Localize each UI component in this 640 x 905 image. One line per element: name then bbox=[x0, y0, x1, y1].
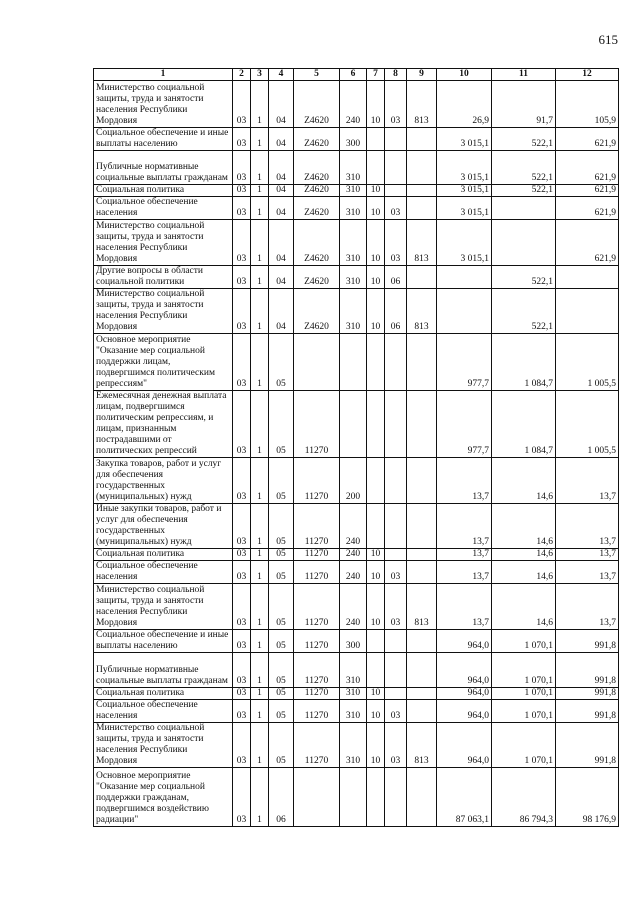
cell-code: 03 bbox=[233, 185, 251, 197]
cell-code bbox=[407, 700, 437, 723]
cell-amount: 522,1 bbox=[492, 266, 556, 289]
cell-code: 1 bbox=[251, 688, 269, 700]
cell-code: 10 bbox=[367, 688, 385, 700]
table-header-cell: 12 bbox=[556, 69, 619, 81]
cell-amount: 14,6 bbox=[492, 458, 556, 504]
cell-amount: 13,7 bbox=[437, 584, 492, 630]
cell-code: 1 bbox=[251, 561, 269, 584]
cell-code: 1 bbox=[251, 630, 269, 653]
cell-name: Министерство социальной защиты, труда и занятости населения Республики Мордовия bbox=[94, 220, 233, 266]
table-header-cell: 4 bbox=[269, 69, 294, 81]
cell-code bbox=[407, 391, 437, 458]
table-row bbox=[94, 688, 619, 700]
cell-amount: 991,8 bbox=[556, 723, 619, 768]
cell-code: 03 bbox=[233, 151, 251, 185]
cell-code bbox=[367, 334, 385, 391]
table-row bbox=[94, 549, 619, 561]
cell-amount: 964,0 bbox=[437, 653, 492, 688]
cell-code: 04 bbox=[269, 151, 294, 185]
budget-table bbox=[93, 68, 619, 827]
cell-code: 03 bbox=[233, 653, 251, 688]
table-header-cell: 3 bbox=[251, 69, 269, 81]
cell-code: 310 bbox=[340, 289, 367, 334]
cell-code: 1 bbox=[251, 220, 269, 266]
cell-code: 03 bbox=[233, 549, 251, 561]
cell-code bbox=[407, 185, 437, 197]
cell-code bbox=[407, 151, 437, 185]
cell-amount: 1 070,1 bbox=[492, 723, 556, 768]
cell-amount: 98 176,9 bbox=[556, 768, 619, 827]
cell-code bbox=[385, 151, 407, 185]
cell-name: Министерство социальной защиты, труда и занятости населения Республики Мордовия bbox=[94, 584, 233, 630]
cell-amount: 522,1 bbox=[492, 128, 556, 151]
cell-amount: 522,1 bbox=[492, 289, 556, 334]
cell-code: 10 bbox=[367, 185, 385, 197]
cell-code: 1 bbox=[251, 653, 269, 688]
cell-code: 813 bbox=[407, 81, 437, 128]
cell-name: Министерство социальной защиты, труда и занятости населения Республики Мордовия bbox=[94, 81, 233, 128]
table-row bbox=[94, 561, 619, 584]
cell-code: 06 bbox=[385, 289, 407, 334]
cell-amount: 13,7 bbox=[437, 504, 492, 549]
cell-name: Социальное обеспечение и иные выплаты населению bbox=[94, 630, 233, 653]
table-row bbox=[94, 391, 619, 458]
cell-amount bbox=[492, 220, 556, 266]
cell-code bbox=[407, 561, 437, 584]
table-row bbox=[94, 266, 619, 289]
cell-code bbox=[294, 334, 340, 391]
cell-amount: 13,7 bbox=[437, 549, 492, 561]
cell-code: 05 bbox=[269, 334, 294, 391]
table-header-cell: 2 bbox=[233, 69, 251, 81]
cell-code bbox=[385, 128, 407, 151]
cell-name: Иные закупки товаров, работ и услуг для обеспечения государственных (муниципальных) нужд bbox=[94, 504, 233, 549]
cell-code bbox=[385, 458, 407, 504]
cell-amount: 1 070,1 bbox=[492, 688, 556, 700]
cell-amount: 621,9 bbox=[556, 151, 619, 185]
cell-code: 1 bbox=[251, 584, 269, 630]
cell-code: 05 bbox=[269, 391, 294, 458]
cell-amount: 991,8 bbox=[556, 688, 619, 700]
cell-name: Социальное обеспечение населения bbox=[94, 197, 233, 220]
cell-code: 240 bbox=[340, 81, 367, 128]
cell-amount: 3 015,1 bbox=[437, 185, 492, 197]
cell-amount: 13,7 bbox=[556, 458, 619, 504]
cell-code: 03 bbox=[233, 688, 251, 700]
cell-code: 10 bbox=[367, 700, 385, 723]
cell-amount: 977,7 bbox=[437, 334, 492, 391]
cell-code: Z4620 bbox=[294, 81, 340, 128]
cell-code: 300 bbox=[340, 630, 367, 653]
cell-code: 813 bbox=[407, 723, 437, 768]
cell-code bbox=[407, 549, 437, 561]
cell-code: 1 bbox=[251, 197, 269, 220]
cell-code: 10 bbox=[367, 723, 385, 768]
table-row bbox=[94, 458, 619, 504]
table-row bbox=[94, 723, 619, 768]
cell-code bbox=[407, 653, 437, 688]
cell-amount: 621,9 bbox=[556, 185, 619, 197]
cell-amount: 13,7 bbox=[556, 561, 619, 584]
cell-code bbox=[407, 458, 437, 504]
cell-code: 03 bbox=[233, 128, 251, 151]
cell-code bbox=[367, 458, 385, 504]
cell-code: 10 bbox=[367, 289, 385, 334]
table-row bbox=[94, 289, 619, 334]
cell-amount: 964,0 bbox=[437, 630, 492, 653]
cell-code: 03 bbox=[385, 561, 407, 584]
cell-amount: 964,0 bbox=[437, 688, 492, 700]
cell-amount: 964,0 bbox=[437, 700, 492, 723]
cell-amount: 621,9 bbox=[556, 220, 619, 266]
table-row bbox=[94, 128, 619, 151]
cell-code bbox=[385, 549, 407, 561]
cell-amount bbox=[437, 266, 492, 289]
table-header-cell: 10 bbox=[437, 69, 492, 81]
cell-code bbox=[407, 197, 437, 220]
cell-code: 1 bbox=[251, 549, 269, 561]
cell-name: Социальное обеспечение населения bbox=[94, 561, 233, 584]
cell-amount: 522,1 bbox=[492, 151, 556, 185]
cell-code: 1 bbox=[251, 391, 269, 458]
cell-code: 03 bbox=[385, 700, 407, 723]
cell-code bbox=[385, 688, 407, 700]
cell-code: 300 bbox=[340, 128, 367, 151]
cell-code bbox=[407, 334, 437, 391]
cell-code: 10 bbox=[367, 549, 385, 561]
cell-code: 310 bbox=[340, 220, 367, 266]
cell-code: 03 bbox=[233, 458, 251, 504]
cell-code: 06 bbox=[385, 266, 407, 289]
cell-amount: 1 084,7 bbox=[492, 334, 556, 391]
cell-code: 04 bbox=[269, 81, 294, 128]
cell-code bbox=[407, 688, 437, 700]
cell-code: 05 bbox=[269, 549, 294, 561]
cell-code: 10 bbox=[367, 561, 385, 584]
cell-code: 03 bbox=[233, 723, 251, 768]
cell-code: 310 bbox=[340, 700, 367, 723]
cell-amount: 13,7 bbox=[556, 549, 619, 561]
cell-amount: 3 015,1 bbox=[437, 151, 492, 185]
cell-code: 11270 bbox=[294, 688, 340, 700]
cell-code: 05 bbox=[269, 630, 294, 653]
cell-code: 11270 bbox=[294, 504, 340, 549]
cell-code: 813 bbox=[407, 220, 437, 266]
cell-code: 1 bbox=[251, 128, 269, 151]
cell-code bbox=[340, 391, 367, 458]
cell-name: Социальное обеспечение населения bbox=[94, 700, 233, 723]
cell-code: 813 bbox=[407, 289, 437, 334]
cell-code: 1 bbox=[251, 700, 269, 723]
cell-amount: 621,9 bbox=[556, 128, 619, 151]
cell-code: 1 bbox=[251, 723, 269, 768]
cell-code: 06 bbox=[269, 768, 294, 827]
cell-code bbox=[367, 151, 385, 185]
cell-amount: 1 070,1 bbox=[492, 653, 556, 688]
page-number: 615 bbox=[598, 32, 618, 47]
table-row bbox=[94, 768, 619, 827]
cell-code: 03 bbox=[233, 561, 251, 584]
cell-code: 03 bbox=[233, 768, 251, 827]
cell-code bbox=[367, 504, 385, 549]
table-header-cell: 7 bbox=[367, 69, 385, 81]
cell-amount: 621,9 bbox=[556, 197, 619, 220]
cell-amount: 13,7 bbox=[437, 458, 492, 504]
cell-amount: 14,6 bbox=[492, 584, 556, 630]
table-row bbox=[94, 81, 619, 128]
cell-code: 813 bbox=[407, 584, 437, 630]
cell-code: 03 bbox=[385, 723, 407, 768]
cell-amount: 1 005,5 bbox=[556, 391, 619, 458]
cell-amount: 13,7 bbox=[556, 504, 619, 549]
cell-code: 240 bbox=[340, 504, 367, 549]
cell-name: Социальная политика bbox=[94, 688, 233, 700]
cell-name: Ежемесячная денежная выплата лицам, подвергшимся политическим репрессиям, и лицам, признанным пострадавшими от политических репрессий bbox=[94, 391, 233, 458]
cell-amount: 3 015,1 bbox=[437, 197, 492, 220]
cell-code: 11270 bbox=[294, 700, 340, 723]
cell-amount: 14,6 bbox=[492, 504, 556, 549]
cell-amount bbox=[556, 289, 619, 334]
cell-code: 03 bbox=[385, 197, 407, 220]
cell-code: 03 bbox=[233, 700, 251, 723]
cell-amount: 14,6 bbox=[492, 561, 556, 584]
cell-amount: 991,8 bbox=[556, 630, 619, 653]
cell-code: 03 bbox=[233, 289, 251, 334]
cell-code: 04 bbox=[269, 185, 294, 197]
cell-code: 05 bbox=[269, 723, 294, 768]
cell-code: Z4620 bbox=[294, 151, 340, 185]
cell-amount: 1 070,1 bbox=[492, 630, 556, 653]
cell-code bbox=[407, 266, 437, 289]
table-row bbox=[94, 185, 619, 197]
cell-name: Основное мероприятие "Оказание мер социальной поддержки гражданам, подвергшимся воздействию радиации" bbox=[94, 768, 233, 827]
cell-name: Публичные нормативные социальные выплаты гражданам bbox=[94, 653, 233, 688]
cell-code: 05 bbox=[269, 653, 294, 688]
cell-code: 11270 bbox=[294, 561, 340, 584]
cell-code: 03 bbox=[385, 220, 407, 266]
cell-code: Z4620 bbox=[294, 185, 340, 197]
cell-name: Другие вопросы в области социальной политики bbox=[94, 266, 233, 289]
cell-code: 1 bbox=[251, 768, 269, 827]
cell-name: Публичные нормативные социальные выплаты гражданам bbox=[94, 151, 233, 185]
cell-code: 310 bbox=[340, 653, 367, 688]
cell-code bbox=[385, 391, 407, 458]
cell-code: 1 bbox=[251, 289, 269, 334]
cell-code: 310 bbox=[340, 197, 367, 220]
cell-code: 03 bbox=[233, 197, 251, 220]
cell-code: 1 bbox=[251, 151, 269, 185]
cell-code: 11270 bbox=[294, 458, 340, 504]
cell-code bbox=[385, 768, 407, 827]
table-header-cell: 11 bbox=[492, 69, 556, 81]
cell-name: Социальная политика bbox=[94, 185, 233, 197]
cell-code: 10 bbox=[367, 266, 385, 289]
cell-code bbox=[385, 185, 407, 197]
cell-code: 04 bbox=[269, 197, 294, 220]
cell-code bbox=[385, 504, 407, 549]
cell-code bbox=[407, 128, 437, 151]
table-header-cell: 6 bbox=[340, 69, 367, 81]
cell-code: 1 bbox=[251, 334, 269, 391]
table-header-cell: 8 bbox=[385, 69, 407, 81]
cell-code: 240 bbox=[340, 549, 367, 561]
cell-code: 200 bbox=[340, 458, 367, 504]
cell-code: 240 bbox=[340, 584, 367, 630]
cell-amount: 1 070,1 bbox=[492, 700, 556, 723]
cell-code bbox=[340, 768, 367, 827]
cell-name: Социальное обеспечение и иные выплаты населению bbox=[94, 128, 233, 151]
cell-code: 11270 bbox=[294, 584, 340, 630]
cell-code bbox=[385, 630, 407, 653]
cell-code: 310 bbox=[340, 185, 367, 197]
cell-code: 1 bbox=[251, 458, 269, 504]
table-header-cell: 1 bbox=[94, 69, 233, 81]
cell-code: 310 bbox=[340, 266, 367, 289]
cell-amount: 991,8 bbox=[556, 653, 619, 688]
cell-amount bbox=[437, 289, 492, 334]
table-header-cell: 9 bbox=[407, 69, 437, 81]
cell-code: 03 bbox=[385, 81, 407, 128]
table-row bbox=[94, 653, 619, 688]
cell-code: 11270 bbox=[294, 653, 340, 688]
cell-amount: 13,7 bbox=[556, 584, 619, 630]
cell-code: 03 bbox=[385, 584, 407, 630]
cell-code: 10 bbox=[367, 81, 385, 128]
cell-amount: 3 015,1 bbox=[437, 128, 492, 151]
cell-code: 310 bbox=[340, 723, 367, 768]
cell-name: Основное мероприятие "Оказание мер социальной поддержки лицам, подвергшимся политическим репрессиям" bbox=[94, 334, 233, 391]
cell-code: 11270 bbox=[294, 630, 340, 653]
cell-code: Z4620 bbox=[294, 220, 340, 266]
cell-code bbox=[407, 504, 437, 549]
cell-amount: 3 015,1 bbox=[437, 220, 492, 266]
cell-amount: 1 084,7 bbox=[492, 391, 556, 458]
table-row bbox=[94, 630, 619, 653]
cell-code: 05 bbox=[269, 504, 294, 549]
cell-code: 11270 bbox=[294, 391, 340, 458]
cell-amount: 1 005,5 bbox=[556, 334, 619, 391]
cell-amount: 977,7 bbox=[437, 391, 492, 458]
cell-code bbox=[385, 334, 407, 391]
cell-code: 10 bbox=[367, 584, 385, 630]
cell-amount: 13,7 bbox=[437, 561, 492, 584]
table-row bbox=[94, 700, 619, 723]
cell-code bbox=[367, 391, 385, 458]
cell-amount: 964,0 bbox=[437, 723, 492, 768]
cell-code: 240 bbox=[340, 561, 367, 584]
cell-code: 03 bbox=[233, 504, 251, 549]
cell-code: 03 bbox=[233, 584, 251, 630]
cell-amount: 86 794,3 bbox=[492, 768, 556, 827]
cell-code bbox=[407, 768, 437, 827]
cell-amount bbox=[492, 197, 556, 220]
table-row bbox=[94, 334, 619, 391]
cell-code bbox=[367, 630, 385, 653]
cell-code: 310 bbox=[340, 688, 367, 700]
cell-code bbox=[367, 128, 385, 151]
cell-code: 03 bbox=[233, 391, 251, 458]
cell-code: 1 bbox=[251, 81, 269, 128]
cell-code: 04 bbox=[269, 289, 294, 334]
cell-code: 03 bbox=[233, 334, 251, 391]
cell-code: 05 bbox=[269, 688, 294, 700]
cell-amount: 522,1 bbox=[492, 185, 556, 197]
cell-code: 310 bbox=[340, 151, 367, 185]
cell-code: 05 bbox=[269, 561, 294, 584]
table-row bbox=[94, 584, 619, 630]
cell-amount bbox=[556, 266, 619, 289]
cell-code: 04 bbox=[269, 128, 294, 151]
cell-amount: 26,9 bbox=[437, 81, 492, 128]
cell-code: 05 bbox=[269, 458, 294, 504]
cell-code: 05 bbox=[269, 584, 294, 630]
table-row bbox=[94, 197, 619, 220]
cell-code: 10 bbox=[367, 197, 385, 220]
cell-code: 05 bbox=[269, 700, 294, 723]
cell-name: Министерство социальной защиты, труда и занятости населения Республики Мордовия bbox=[94, 289, 233, 334]
cell-code bbox=[340, 334, 367, 391]
cell-code: 1 bbox=[251, 504, 269, 549]
cell-name: Социальная политика bbox=[94, 549, 233, 561]
cell-code: Z4620 bbox=[294, 289, 340, 334]
cell-code: 03 bbox=[233, 630, 251, 653]
cell-code bbox=[367, 768, 385, 827]
cell-amount: 105,9 bbox=[556, 81, 619, 128]
cell-code bbox=[385, 653, 407, 688]
cell-code: Z4620 bbox=[294, 266, 340, 289]
cell-code: 04 bbox=[269, 220, 294, 266]
cell-code: 03 bbox=[233, 220, 251, 266]
table-row bbox=[94, 504, 619, 549]
table-header-cell: 5 bbox=[294, 69, 340, 81]
cell-code: 1 bbox=[251, 266, 269, 289]
cell-amount: 991,8 bbox=[556, 700, 619, 723]
table-header-row bbox=[94, 69, 619, 81]
cell-amount: 14,6 bbox=[492, 549, 556, 561]
cell-code: 04 bbox=[269, 266, 294, 289]
cell-code: 03 bbox=[233, 266, 251, 289]
cell-code: 11270 bbox=[294, 549, 340, 561]
cell-name: Закупка товаров, работ и услуг для обеспечения государственных (муниципальных) нужд bbox=[94, 458, 233, 504]
cell-code: Z4620 bbox=[294, 128, 340, 151]
cell-code: Z4620 bbox=[294, 197, 340, 220]
cell-code bbox=[407, 630, 437, 653]
cell-code: 10 bbox=[367, 220, 385, 266]
cell-code: 03 bbox=[233, 81, 251, 128]
cell-code bbox=[367, 653, 385, 688]
cell-amount: 87 063,1 bbox=[437, 768, 492, 827]
table-row bbox=[94, 151, 619, 185]
table-row bbox=[94, 220, 619, 266]
cell-code: 1 bbox=[251, 185, 269, 197]
cell-amount: 91,7 bbox=[492, 81, 556, 128]
cell-code: 11270 bbox=[294, 723, 340, 768]
cell-code bbox=[294, 768, 340, 827]
cell-name: Министерство социальной защиты, труда и занятости населения Республики Мордовия bbox=[94, 723, 233, 768]
